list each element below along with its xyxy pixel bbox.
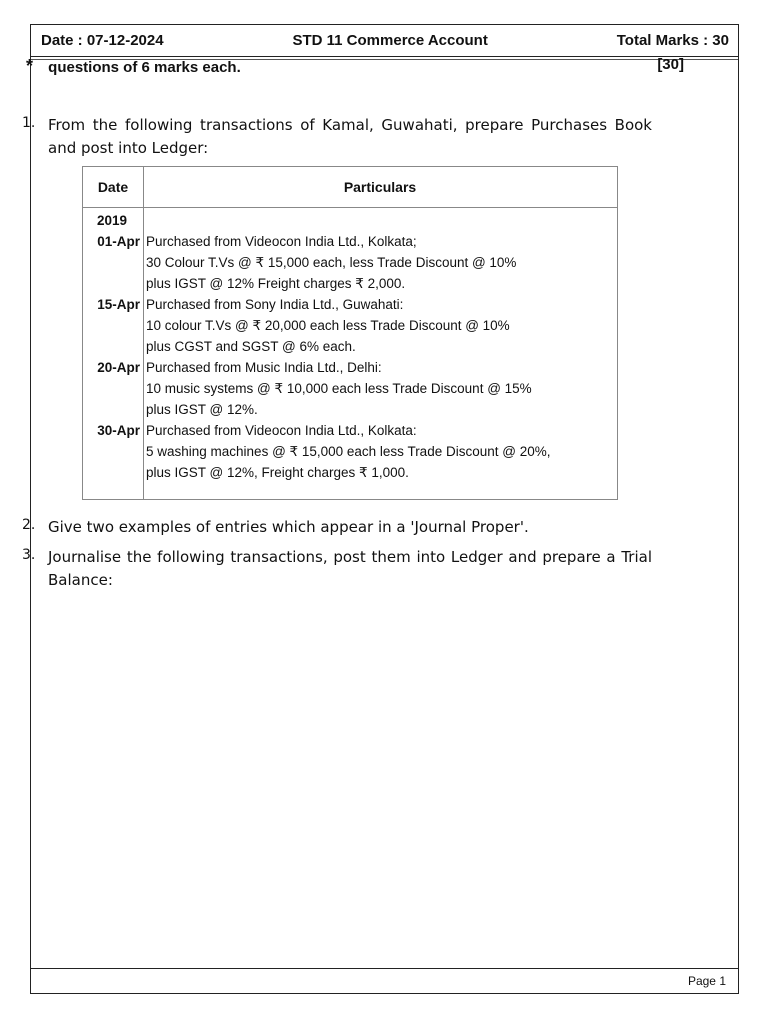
date-cell: 15-Apr [97, 297, 140, 312]
section-heading [26, 56, 684, 77]
question-3 [22, 546, 652, 592]
section-text: questions of 6 marks each. [48, 59, 241, 76]
date-cell: 01-Apr [97, 234, 140, 249]
particulars-cell: plus IGST @ 12%. [146, 402, 258, 417]
particulars-cell: 5 washing machines @ ₹ 15,000 each less Trade Discount @ 20%, [146, 444, 551, 459]
question-text: Journalise the following transactions, post them into Ledger and prepare a Trial Balance: [48, 548, 652, 589]
table-row [83, 231, 617, 252]
question-number: 1. [22, 115, 36, 131]
particulars-cell: Purchased from Videocon India Ltd., Kolkata: [146, 423, 417, 438]
particulars-cell: Purchased from Music India Ltd., Delhi: [146, 360, 382, 375]
particulars-cell: 30 Colour T.Vs @ ₹ 15,000 each, less Trade Discount @ 10% [146, 255, 517, 270]
question-number: 3. [22, 547, 36, 563]
particulars-cell: plus CGST and SGST @ 6% each. [146, 339, 356, 354]
question-2 [22, 516, 652, 539]
page-number: Page 1 [687, 974, 726, 988]
year-cell: 2019 [96, 213, 128, 228]
question-text: Give two examples of entries which appear in a 'Journal Proper'. [48, 518, 529, 536]
particulars-cell: 10 colour T.Vs @ ₹ 20,000 each less Trade Discount @ 10% [146, 318, 510, 333]
exam-title: STD 11 Commerce Account [292, 32, 488, 49]
particulars-cell: plus IGST @ 12%, Freight charges ₹ 1,000. [146, 465, 409, 480]
section-marks: [30] [657, 56, 684, 73]
table-body [83, 210, 617, 483]
header-bar [31, 25, 738, 57]
particulars-cell: 10 music systems @ ₹ 10,000 each less Trade Discount @ 15% [146, 381, 532, 396]
transactions-table [82, 166, 618, 500]
total-marks: Total Marks : 30 [616, 32, 729, 49]
footer-divider [31, 968, 738, 969]
column-header-particulars: Particulars [343, 179, 417, 195]
question-1 [22, 114, 652, 160]
table-row [83, 399, 617, 420]
question-text: From the following transactions of Kamal, Guwahati, prepare Purchases Book and post into Ledger: [48, 116, 652, 157]
exam-date: Date : 07-12-2024 [41, 32, 164, 49]
particulars-cell: Purchased from Sony India Ltd., Guwahati: [146, 297, 404, 312]
table-row [83, 378, 617, 399]
column-header-date: Date [97, 179, 129, 195]
section-star: * [26, 56, 34, 76]
particulars-cell: plus IGST @ 12% Freight charges ₹ 2,000. [146, 276, 406, 291]
table-row [83, 357, 617, 378]
table-row [83, 294, 617, 315]
table-row [83, 462, 617, 483]
question-number: 2. [22, 517, 36, 533]
header-row-divider [83, 207, 617, 208]
date-cell: 30-Apr [97, 423, 140, 438]
table-row [83, 441, 617, 462]
table-row [83, 420, 617, 441]
table-row [83, 273, 617, 294]
table-row [83, 315, 617, 336]
table-row-year [83, 210, 617, 231]
table-row [83, 336, 617, 357]
particulars-cell: Purchased from Videocon India Ltd., Kolkata; [146, 234, 417, 249]
table-row [83, 252, 617, 273]
date-cell: 20-Apr [97, 360, 140, 375]
